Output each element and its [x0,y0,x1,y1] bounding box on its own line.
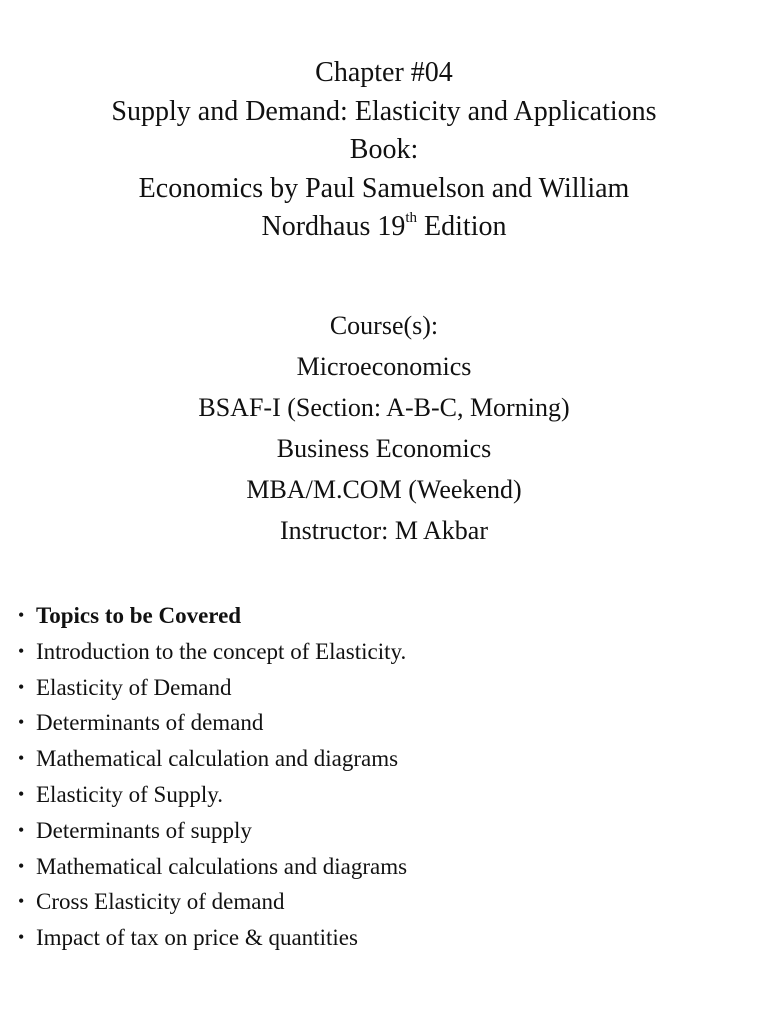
bullet-icon: • [18,712,25,733]
bullet-icon: • [18,748,25,769]
topic-item [18,849,758,885]
topic-item-text: Determinants of supply [36,817,252,843]
topic-item-text: Determinants of demand [36,710,264,736]
topic-item-text: Mathematical calculations and diagrams [36,853,408,879]
bullet-icon: • [18,676,25,697]
bullet-icon: • [18,927,25,948]
bullet-icon: • [18,819,25,840]
topic-item [18,634,758,670]
bullet-icon: • [18,783,25,804]
bullet-icon: • [18,891,25,912]
topic-item-text: Cross Elasticity of demand [36,889,285,915]
topic-item [18,920,758,956]
book-author-edition: Nordhaus 19 [261,211,406,242]
instructor-line: Instructor: M Akbar [280,516,488,545]
bullet-icon: • [18,605,25,625]
book-title-line-1: Economics by Paul Samuelson and William [138,172,630,204]
chapter-subtitle: Supply and Demand: Elasticity and Applications [111,95,657,127]
course-line: MBA/M.COM (Weekend) [246,475,522,504]
title-block [0,54,768,247]
chapter-heading: Chapter #04 [315,57,453,88]
edition-superscript: th [405,209,418,226]
book-title-line-2 [0,208,768,247]
topic-item-text: Elasticity of Demand [36,674,232,700]
topic-item-text: Elasticity of Supply. [36,781,223,807]
edition-word: Edition [417,211,507,242]
topic-item [18,813,758,849]
course-block [0,305,768,551]
topic-item [18,777,758,813]
topic-item [18,741,758,777]
course-line: Microeconomics [296,352,472,381]
bullet-icon: • [18,855,25,876]
topic-item-text: Mathematical calculation and diagrams [36,746,399,772]
topics-list [18,598,758,956]
course-line: Business Economics [276,434,492,463]
topics-heading-text: Topics to be Covered [36,603,242,628]
course-label: Course(s): [329,311,439,340]
topic-item [18,670,758,706]
topic-item-text: Impact of tax on price & quantities [36,925,358,951]
topic-item [18,705,758,741]
bullet-icon: • [18,640,25,661]
topic-item-text: Introduction to the concept of Elasticity. [36,638,407,664]
topic-item [18,884,758,920]
course-line: BSAF-I (Section: A-B-C, Morning) [198,393,570,422]
topics-heading [18,598,758,634]
book-label: Book: [349,134,419,165]
